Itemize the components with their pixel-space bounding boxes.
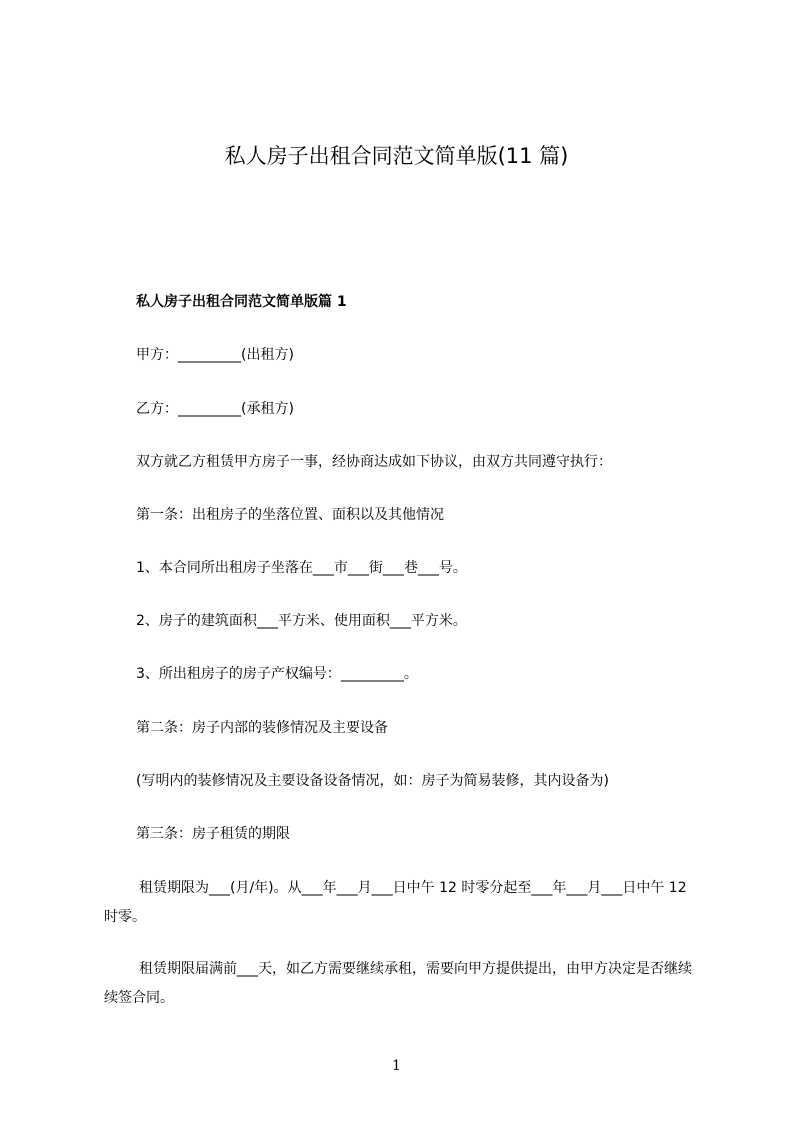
- article3-paragraph-1: 租赁期限为___(月/年)。从___年___月___日中午 12 时零分起至___年___月___日中午 12 时零。: [104, 880, 687, 925]
- document-title: 私人房子出租合同范文简单版(11 篇): [224, 144, 569, 168]
- page-number: 1: [392, 1058, 401, 1074]
- article3-paragraph-2: 租赁期限届满前___天，如乙方需要继续承租，需要向甲方提供提出，由甲方决定是否继续续签合同。: [104, 961, 692, 1006]
- article1-item3: 3、所出租房子的房子产权编号：_________。: [136, 666, 418, 682]
- article1-title: 第一条：出租房子的坐落位置、面积以及其他情况: [136, 507, 444, 523]
- party-a-line: 甲方：_________(出租方): [136, 347, 294, 363]
- party-b-line: 乙方：_________(承租方): [136, 401, 294, 417]
- section-heading: 私人房子出租合同范文简单版篇 1: [136, 294, 347, 310]
- intro-paragraph: 双方就乙方租赁甲方房子一事，经协商达成如下协议，由双方共同遵守执行：: [136, 454, 612, 470]
- article1-item2: 2、房子的建筑面积___平方米、使用面积___平方米。: [136, 613, 467, 629]
- article2-title: 第二条：房子内部的装修情况及主要设备: [136, 720, 388, 736]
- article3-title: 第三条：房子租赁的期限: [136, 826, 290, 842]
- article1-item1: 1、本合同所出租房子坐落在___市___街___巷___号。: [136, 560, 467, 576]
- article2-note: (写明内的装修情况及主要设备设备情况，如：房子为简易装修，其内设备为): [136, 773, 609, 789]
